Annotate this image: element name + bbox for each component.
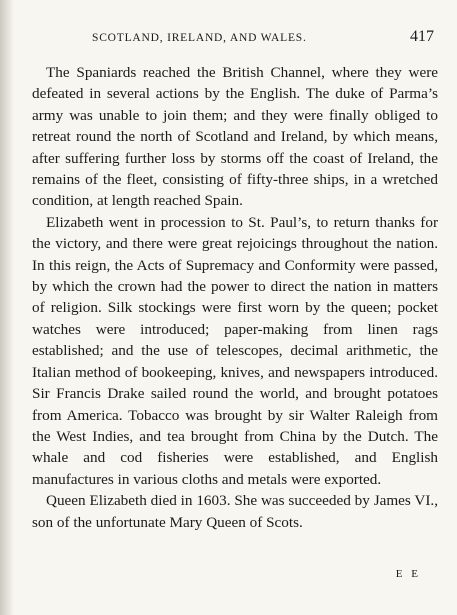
page-header: [36, 30, 440, 52]
page-number: 417: [410, 28, 434, 45]
signature-mark: E E: [395, 568, 421, 580]
paragraph: Elizabeth went in procession to St. Paul’s, to return thanks for the victory, and there were great rejoicings throughout the nation. In this reign, the Acts of Supremacy and Conformity were passed, by which the crown had the power to direct the nation in matters of religion. Silk stockings were first worn by the queen; pocket watches were introduced; paper-making from linen rags established; and the use of telescopes, decimal arithmetic, the Italian method of bookeeping, knives, and newspapers introduced. Sir Francis Drake sailed round the world, and brought potatoes from America. Tobacco was brought by sir Walter Raleigh from the West Indies, and tea brought from China by the Dutch. The whale and cod fisheries were established, and English manufactures in various cloths and metals were exported.: [32, 213, 438, 488]
spine-shadow: [0, 0, 14, 615]
body-text: [32, 62, 438, 533]
paragraph: The Spaniards reached the British Channel, where they were defeated in several actions by the English. The duke of Parma’s army was unable to join them; and they were finally obliged to retreat round the north of Scotland and Ireland, by which means, after suffering further loss by storms off the coast of Ireland, the remains of the fleet, consisting of fifty-three ships, in a wretched condition, at length reached Spain.: [32, 64, 438, 210]
running-title: SCOTLAND, IRELAND, AND WALES.: [92, 32, 307, 44]
paragraph: Queen Elizabeth died in 1603. She was succeeded by James VI., son of the unfortunate Mary Queen of Scots.: [32, 492, 438, 531]
